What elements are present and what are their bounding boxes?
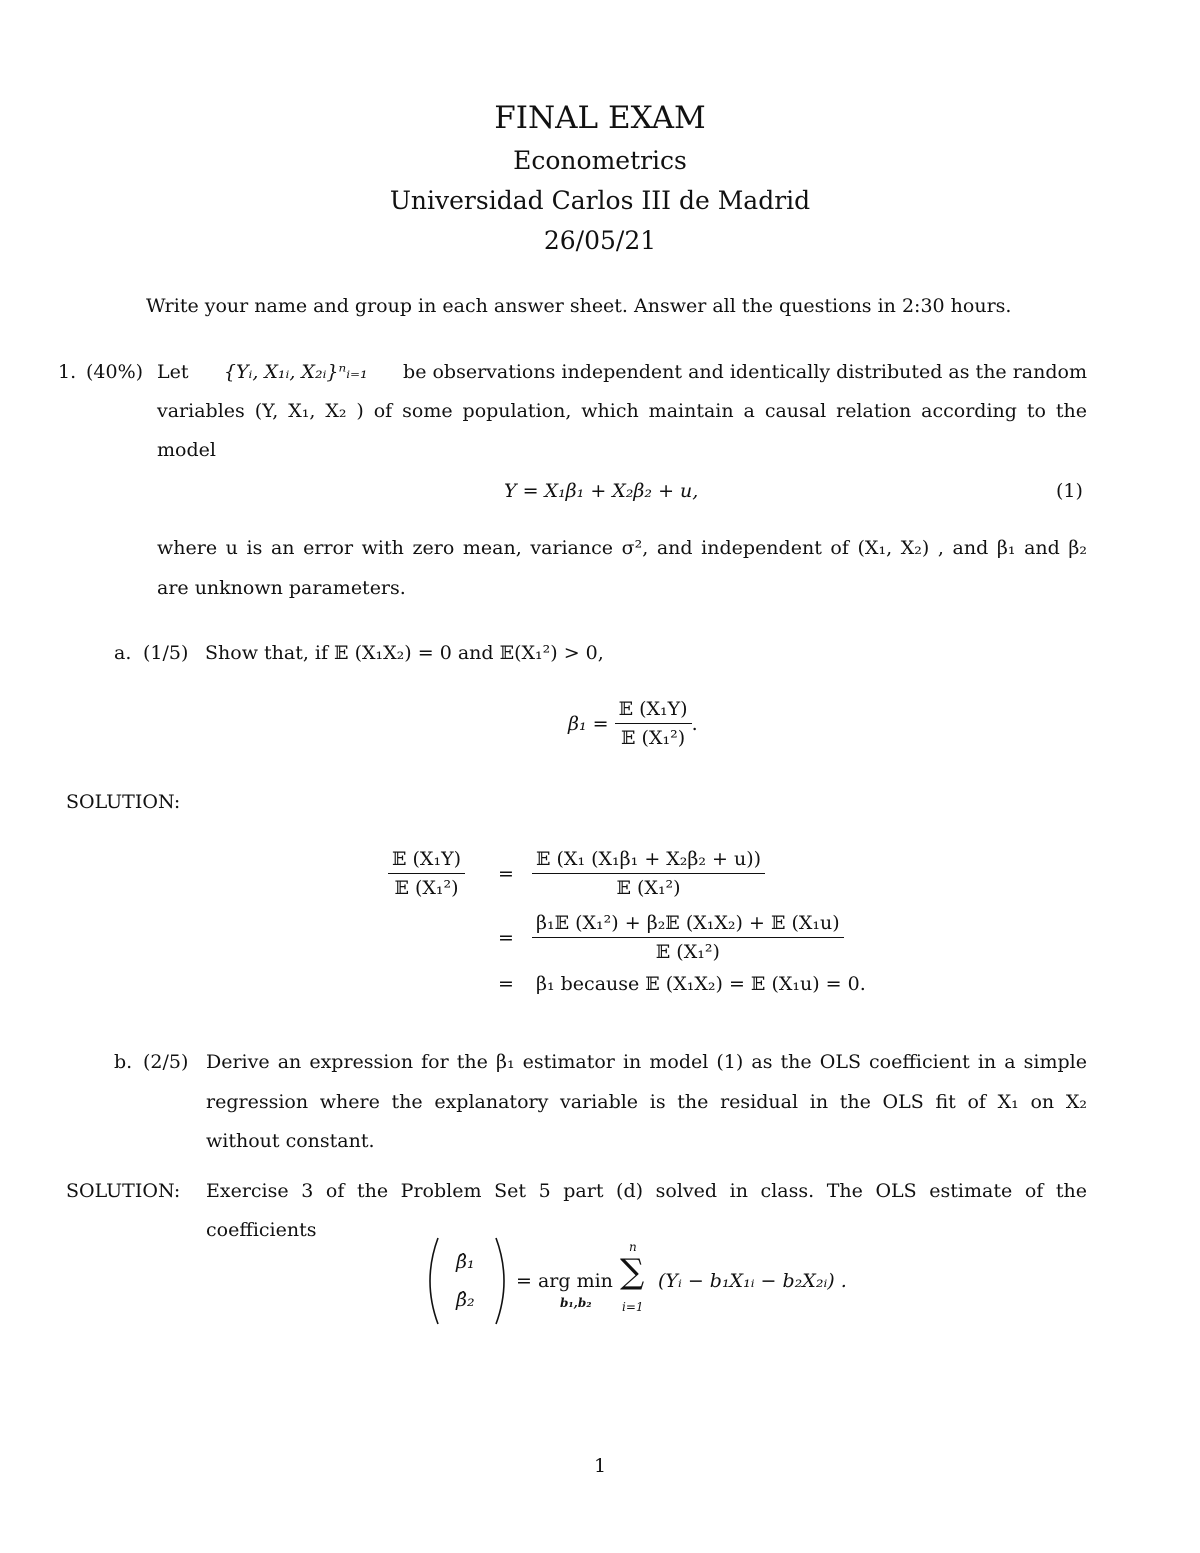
part-a-formula	[568, 697, 698, 750]
part-a-text: Show that, if 𝔼 (X₁X₂) = 0 and 𝔼(X₁²) > 0,	[205, 642, 604, 664]
question-line-2: variables (Y, X₁, X₂ ) of some population, which maintain a causal relation according to the	[157, 400, 1087, 422]
question-line-1-tail: be observations independent and identically distributed as the random	[403, 361, 1087, 383]
solution-a-label: SOLUTION:	[66, 791, 181, 813]
argmin-text: = arg min	[516, 1270, 613, 1292]
solution-step-1	[532, 847, 765, 900]
part-b-line-2: regression where the explanatory variable is the residual in the OLS fit of X₁ on X₂	[206, 1091, 1087, 1113]
beta-hat-2: β̂₂	[456, 1289, 475, 1311]
let-word: Let	[157, 361, 189, 383]
argmin-subscript: b₁,b₂	[560, 1296, 592, 1310]
exam-title: FINAL EXAM	[494, 100, 706, 136]
solution-lhs-fraction	[388, 847, 465, 900]
sum-lower-limit: i=1	[622, 1300, 644, 1314]
question-weight: (40%)	[86, 361, 144, 383]
sum-upper-limit: n	[629, 1240, 637, 1254]
equals-sign-3: =	[498, 973, 514, 995]
course-name: Econometrics	[513, 146, 687, 175]
question-number: 1.	[58, 361, 77, 383]
part-b-weight: (2/5)	[143, 1051, 189, 1073]
equals-sign-1: =	[498, 863, 514, 885]
solution-step-2	[532, 911, 844, 964]
step-2-numerator: β₁𝔼 (X₁²) + β₂𝔼 (X₁X₂) + 𝔼 (X₁u)	[532, 911, 844, 938]
where-line-2: are unknown parameters.	[157, 577, 406, 599]
solution-b-line-1: Exercise 3 of the Problem Set 5 part (d) solved in class. The OLS estimate of the	[206, 1180, 1087, 1202]
exam-date: 26/05/21	[543, 226, 657, 255]
observation-set: {Yᵢ, X₁ᵢ, X₂ᵢ}ⁿᵢ₌₁	[223, 361, 368, 383]
formula-numerator: 𝔼 (X₁Y)	[615, 697, 692, 724]
part-b-line-1: Derive an expression for the β₁ estimator in model (1) as the OLS coefficient in a simple	[206, 1051, 1087, 1073]
step-1-denominator: 𝔼 (X₁²)	[616, 877, 681, 899]
step-2-fraction	[532, 911, 844, 964]
step-1-numerator: 𝔼 (X₁ (X₁β₁ + X₂β₂ + u))	[532, 847, 765, 874]
page-number: 1	[593, 1455, 607, 1477]
argmin-equation	[422, 1232, 902, 1332]
solution-b-line-2: coefficients	[206, 1219, 317, 1241]
formula-period: .	[691, 712, 698, 735]
where-line-1: where u is an error with zero mean, variance σ², and independent of (X₁, X₂) , and β₁ and β₂	[157, 537, 1087, 559]
sum-symbol: ∑	[620, 1252, 645, 1292]
part-b-label: b.	[114, 1051, 133, 1073]
beta-hat-1: β̂₁	[456, 1251, 475, 1273]
step-1-fraction	[532, 847, 765, 900]
university-name: Universidad Carlos III de Madrid	[389, 186, 811, 215]
formula-denominator: 𝔼 (X₁²)	[621, 727, 686, 749]
solution-b-label: SOLUTION:	[66, 1180, 181, 1202]
vector-parentheses	[422, 1234, 512, 1328]
solution-lhs-denominator: 𝔼 (X₁²)	[394, 877, 459, 899]
solution-lhs	[388, 847, 465, 900]
step-2-denominator: 𝔼 (X₁²)	[655, 941, 720, 963]
part-b-line-3: without constant.	[206, 1130, 375, 1152]
equation-number: (1)	[1056, 480, 1083, 502]
formula-lhs: β₁ =	[568, 712, 609, 735]
question-line-1	[157, 362, 1087, 382]
model-equation: Y = X₁β₁ + X₂β₂ + u,	[504, 480, 699, 502]
instructions: Write your name and group in each answer sheet. Answer all the questions in 2:30 hours.	[146, 295, 1012, 317]
question-line-3: model	[157, 439, 216, 461]
equals-sign-2: =	[498, 927, 514, 949]
solution-lhs-numerator: 𝔼 (X₁Y)	[388, 847, 465, 874]
formula-fraction	[615, 697, 692, 750]
part-a-label: a.	[114, 642, 132, 664]
solution-step-3: β₁ because 𝔼 (X₁X₂) = 𝔼 (X₁u) = 0.	[536, 973, 866, 995]
sum-body: (Yᵢ − b₁X₁ᵢ − b₂X₂ᵢ) .	[658, 1270, 847, 1292]
part-a-weight: (1/5)	[143, 642, 189, 664]
